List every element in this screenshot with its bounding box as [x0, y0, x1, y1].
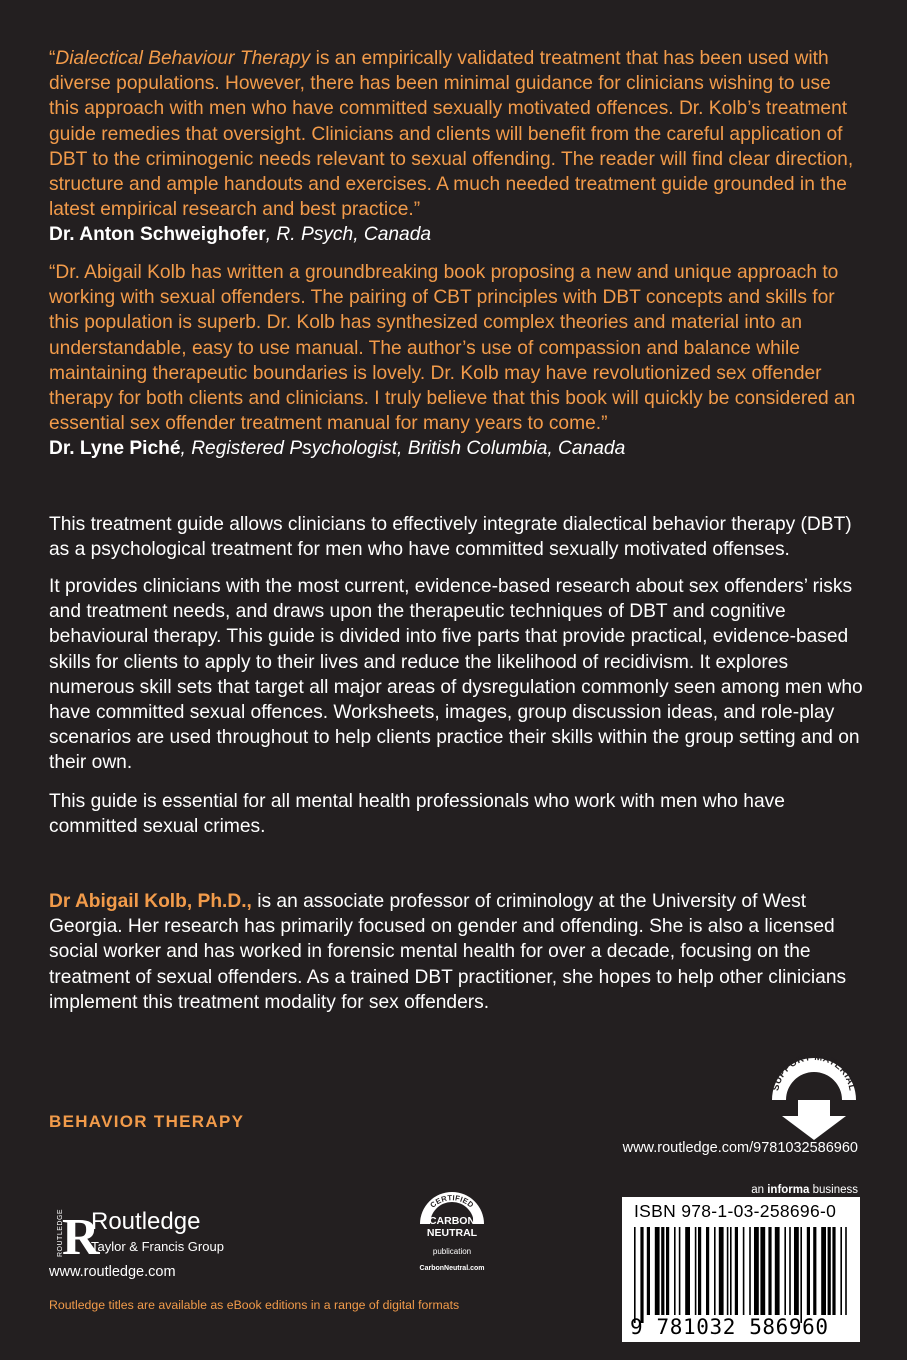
- carbon-line3: publication: [432, 1247, 472, 1256]
- author-bio: [49, 889, 869, 1015]
- description-paragraph-1: This treatment guide allows clinicians to effectively integrate dialectical behavior therapy (DBT) as a psychological treatment for men who have committed sexually motivated offenses.: [49, 514, 852, 561]
- carbon-certified-label: CERTIFIED: [428, 1193, 476, 1210]
- support-material-icon: [768, 1050, 860, 1142]
- informa-prefix: an: [751, 1184, 768, 1196]
- quote-1-credentials: , R. Psych, Canada: [265, 224, 432, 245]
- carbon-url: CarbonNeutral.com: [419, 1265, 485, 1272]
- quote-2-author: Dr. Lyne Piché: [49, 438, 181, 459]
- description-paragraph-3: This guide is essential for all mental health professionals who work with men who have committed sexual crimes.: [49, 791, 785, 838]
- publisher-group: Taylor & Francis Group: [91, 1239, 224, 1254]
- quote-open-mark: “: [49, 48, 56, 69]
- routledge-logo-side-text: ROUTLEDGE: [57, 1208, 64, 1257]
- author-name: Dr Abigail Kolb, Ph.D.,: [49, 891, 252, 912]
- informa-suffix: business: [809, 1184, 858, 1196]
- quote-2-credentials: , Registered Psychologist, British Columbia, Canada: [180, 438, 626, 459]
- quote-1-author: Dr. Anton Schweighofer: [49, 224, 266, 245]
- endorsement-quote-2: “Dr. Abigail Kolb has written a groundbreaking book proposing a new and unique approach to working with sexual offenders. The pairing of CBT principles with DBT concepts and skills for this population is superb. Dr. Kolb has synthesized complex theories and material into an understandable, easy to use manual. The author’s use of compassion and balance while maintaining therapeutic boundaries is lovely. Dr. Kolb may have revolutionized sex offender therapy for both clients and clinicians. I truly believe that this book will quickly be considered an essential sex offender treatment manual for many years to come.”: [49, 262, 856, 435]
- description-paragraph-2: It provides clinicians with the most current, evidence-based research about sex offenders’ risks and treatment needs, and draws upon the therapeutic techniques of DBT and cognitive behavioural therapy. This guide is divided into five parts that provide practical, evidence-based skills for clients to apply to their lives and reduce the likelihood of recidivism. It explores numerous skill sets that target all major areas of dysregulation commonly seen among men who have committed sexual offences. Worksheets, images, group discussion ideas, and role-play scenarios are used throughout to help clients practice their skills within the group setting and on their own.: [49, 576, 863, 774]
- carbon-line2: NEUTRAL: [426, 1227, 478, 1239]
- carbon-neutral-icon: [412, 1190, 492, 1282]
- support-url[interactable]: www.routledge.com/9781032586960: [622, 1140, 858, 1156]
- carbon-line1: CARBON: [428, 1215, 476, 1227]
- isbn-barcode: [622, 1197, 860, 1342]
- endorsement-attribution-1: [49, 222, 431, 247]
- publisher-name: Routledge: [91, 1208, 201, 1235]
- isbn-label: ISBN 978-1-03-258696-0: [634, 1201, 837, 1221]
- quote-1-italic-lead: Dialectical Behaviour Therapy: [55, 48, 311, 69]
- routledge-logo-letter: R: [62, 1209, 100, 1266]
- endorsement-attribution-2: [49, 436, 625, 461]
- quote-1-text: is an empirically validated treatment that has been used with diverse populations. However, there has been minimal guidance for clinicians wishing to use this approach with men who have committed sexually motivated offences. Dr. Kolb’s treatment guide remedies that oversight. Clinicians and clients will benefit from the careful application of DBT to the criminogenic needs relevant to sexual offending. The reader will find clear direction, structure and ample handouts and exercises. A much needed treatment guide grounded in the latest empirical research and best practice.”: [49, 48, 854, 221]
- endorsement-quote-1: [49, 46, 864, 222]
- informa-tagline: [751, 1184, 858, 1196]
- author-bio-text: is an associate professor of criminology at the University of West Georgia. Her research has primarily focused on gender and offending. She is also a licensed social worker and has worked in forensic mental health for over a decade, focusing on the treatment of sexual offenders. As a trained DBT practitioner, she hopes to help other clinicians implement this treatment modality for sex offenders.: [49, 891, 847, 1013]
- ebook-note: Routledge titles are available as eBook editions in a range of digital formats: [49, 1298, 460, 1312]
- subject-category: BEHAVIOR THERAPY: [49, 1112, 245, 1131]
- routledge-logo-icon: [49, 1204, 100, 1266]
- publisher-url[interactable]: www.routledge.com: [49, 1264, 176, 1280]
- informa-brand: informa: [767, 1184, 810, 1196]
- isbn-digits: 9 781032 586960: [630, 1315, 829, 1339]
- support-material-label: SUPPORT MATERIAL: [770, 1051, 858, 1092]
